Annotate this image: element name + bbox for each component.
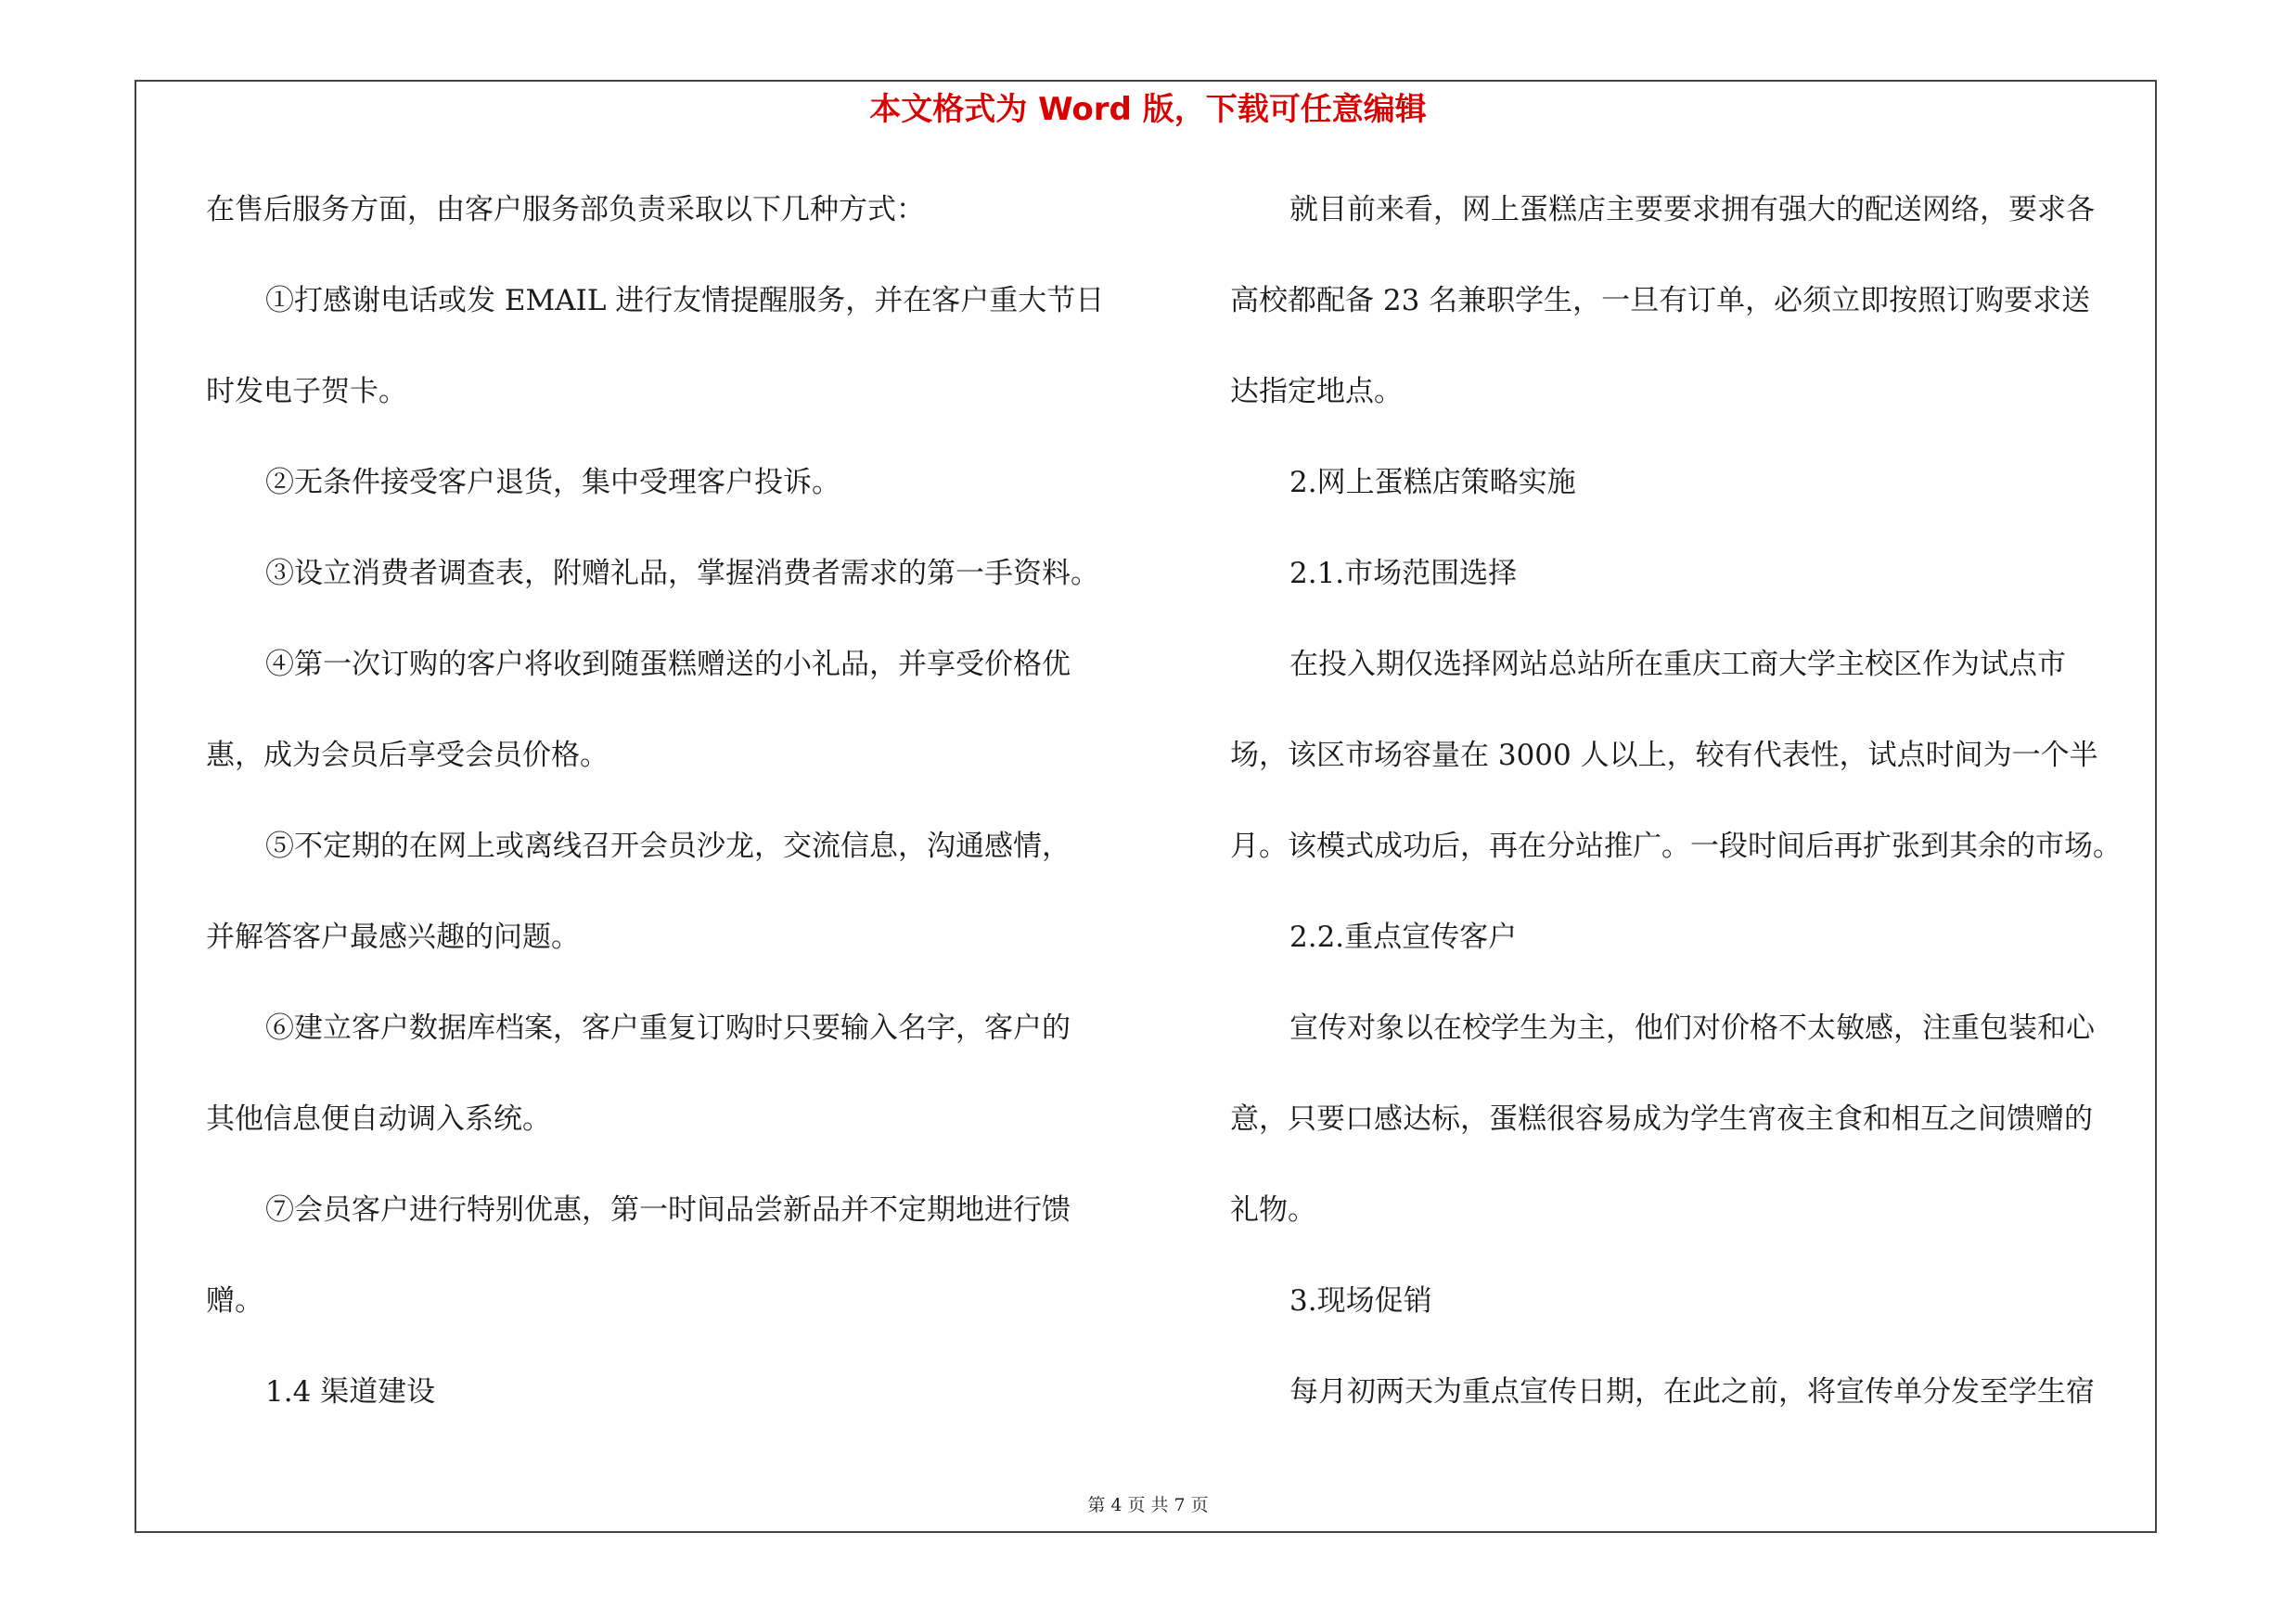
- text-line: ⑤不定期的在网上或离线召开会员沙龙，交流信息，沟通感情，: [265, 830, 1071, 863]
- text-line: 礼物。: [1230, 1193, 1316, 1227]
- text-line: 宣传对象以在校学生为主，他们对价格不太敏感，注重包装和心: [1289, 1011, 2095, 1045]
- text-line: 达指定地点。: [1230, 375, 1403, 408]
- text-line: ⑦会员客户进行特别优惠，第一时间品尝新品并不定期地进行馈: [265, 1193, 1071, 1227]
- format-notice-banner: 本文格式为 Word 版，下载可任意编辑: [869, 91, 1427, 128]
- text-line: ②无条件接受客户退货，集中受理客户投诉。: [265, 466, 840, 499]
- text-line: 1.4 渠道建设: [265, 1375, 436, 1409]
- text-line: 惠，成为会员后享受会员价格。: [206, 739, 609, 772]
- text-line: 3.现场促销: [1289, 1284, 1432, 1318]
- page-number-footer: 第 4 页 共 7 页: [1087, 1495, 1209, 1515]
- left-text-column: [206, 182, 1134, 1455]
- text-line: 2.2.重点宣传客户: [1289, 921, 1518, 954]
- text-line: ⑥建立客户数据库档案，客户重复订购时只要输入名字，客户的: [265, 1011, 1071, 1045]
- text-line: 时发电子贺卡。: [206, 375, 407, 408]
- text-line: 其他信息便自动调入系统。: [206, 1102, 551, 1136]
- text-line: 赠。: [206, 1284, 263, 1318]
- text-line: 月。该模式成功后，再在分站推广。一段时间后再扩张到其余的市场。: [1230, 830, 2122, 863]
- text-line: 在售后服务方面，由客户服务部负责采取以下几种方式：: [206, 193, 925, 226]
- text-line: 就目前来看，网上蛋糕店主要要求拥有强大的配送网络，要求各: [1289, 193, 2095, 226]
- text-line: ①打感谢电话或发 EMAIL 进行友情提醒服务，并在客户重大节日: [265, 284, 1105, 317]
- text-line: 并解答客户最感兴趣的问题。: [206, 921, 580, 954]
- text-line: 每月初两天为重点宣传日期，在此之前，将宣传单分发至学生宿: [1289, 1375, 2095, 1409]
- text-line: 高校都配备 23 名兼职学生，一旦有订单，必须立即按照订购要求送: [1230, 284, 2091, 317]
- text-line: 在投入期仅选择网站总站所在重庆工商大学主校区作为试点市: [1289, 648, 2066, 681]
- text-line: 2.网上蛋糕店策略实施: [1289, 466, 1576, 499]
- text-line: ③设立消费者调查表，附赠礼品，掌握消费者需求的第一手资料。: [265, 557, 1099, 590]
- text-line: 意，只要口感达标，蛋糕很容易成为学生宵夜主食和相互之间馈赠的: [1230, 1102, 2093, 1136]
- right-text-column: [1230, 182, 2150, 1455]
- text-line: 2.1.市场范围选择: [1289, 557, 1518, 590]
- text-line: 场，该区市场容量在 3000 人以上，较有代表性，试点时间为一个半: [1230, 739, 2098, 772]
- text-line: ④第一次订购的客户将收到随蛋糕赠送的小礼品，并享受价格优: [265, 648, 1071, 681]
